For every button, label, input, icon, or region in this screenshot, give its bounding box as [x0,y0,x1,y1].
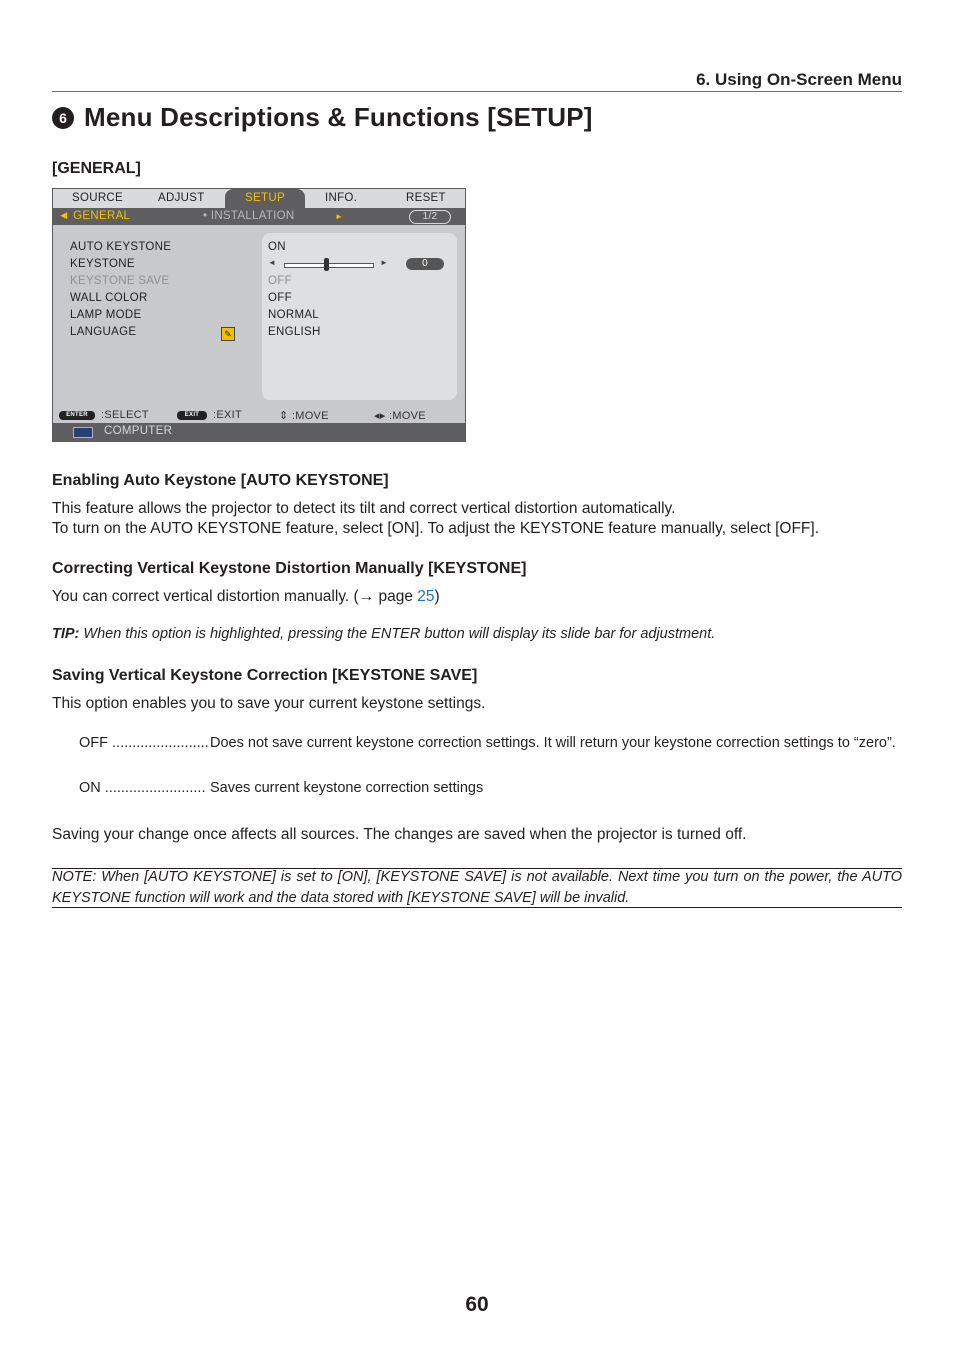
keystone-slider-knob[interactable] [324,258,329,271]
keystone-save-paragraph-2: Saving your change once affects all sources. The changes are saved when the projector is turned off. [52,826,747,843]
header-rule [52,91,902,92]
osd-page-indicator: 1/2 [409,210,451,224]
osd-tab-info[interactable]: INFO. [325,192,358,204]
osd-item-keystone-save: KEYSTONE SAVE [70,275,170,287]
help-exit: :EXIT [213,409,243,421]
osd-item-language[interactable]: LANGUAGE [70,326,137,338]
osd-value-auto-keystone[interactable]: ON [268,241,286,253]
chapter-title: 6. Using On-Screen Menu [696,70,902,89]
page-link[interactable]: 25 [417,588,435,605]
option-on-term: ON ......................... [79,780,206,796]
option-off-term: OFF ........................ [79,735,209,751]
osd-subtab-bar [53,208,465,225]
option-off-desc: Does not save current keystone correction settings. It will return your keystone correction settings to “zero”. [210,735,896,751]
osd-item-keystone[interactable]: KEYSTONE [70,258,135,270]
heading-auto-keystone: Enabling Auto Keystone [AUTO KEYSTONE] [52,472,389,489]
computer-input-icon [73,427,93,438]
keystone-paragraph [52,587,440,607]
osd-subtab-installation[interactable]: • INSTALLATION [203,210,295,222]
option-off-row [79,733,902,775]
help-move-vertical: ⇕ :MOVE [279,410,329,422]
page-title-row [52,102,593,133]
auto-keystone-paragraph-1: This feature allows the projector to detect its tilt and correct vertical distortion automatically. [52,500,676,517]
osd-tab-source[interactable]: SOURCE [72,192,124,204]
osd-value-lamp-mode[interactable]: NORMAL [268,309,320,321]
osd-subtab-general[interactable]: ◄ GENERAL [58,210,131,222]
slider-right-arrow-icon[interactable]: ► [380,258,389,267]
note-bottom-rule [52,907,902,908]
tip-label: TIP: [52,626,80,642]
osd-value-keystone: 0 [406,258,444,270]
osd-value-wall-color[interactable]: OFF [268,292,292,304]
tip-text: When this option is highlighted, pressing the ENTER button will display its slide bar for adjustment. [79,626,716,642]
osd-value-panel [262,233,457,400]
osd-next-arrow-icon[interactable]: ► [335,212,344,221]
osd-tab-bar [53,189,465,208]
osd-help-bar [53,407,465,423]
help-move-horizontal: ◂▸ :MOVE [374,410,426,422]
tip-note [52,626,715,642]
section-label: [GENERAL] [52,160,141,177]
osd-menu [52,188,466,442]
osd-tab-setup[interactable]: SETUP [225,189,305,208]
osd-item-lamp-mode[interactable]: LAMP MODE [70,309,142,321]
osd-value-language[interactable]: ENGLISH [268,326,321,338]
language-icon: ✎ [221,327,235,341]
osd-tab-adjust[interactable]: ADJUST [158,192,205,204]
page-title: Menu Descriptions & Functions [SETUP] [84,102,593,132]
heading-keystone: Correcting Vertical Keystone Distortion Manually [KEYSTONE] [52,560,527,577]
enter-button-icon: ENTER [59,411,95,420]
note-text: NOTE: When [AUTO KEYSTONE] is set to [ON], [KEYSTONE SAVE] is not available. Next time you turn on the power, the AUTO KEYSTONE function will work and the data stored with [KEYSTONE SAVE] will be invalid. [52,869,902,906]
heading-keystone-save: Saving Vertical Keystone Correction [KEYSTONE SAVE] [52,667,478,684]
osd-tab-reset[interactable]: RESET [406,192,446,204]
keystone-save-paragraph-1: This option enables you to save your current keystone settings. [52,695,486,712]
page-number: 60 [465,1293,489,1316]
osd-item-wall-color[interactable]: WALL COLOR [70,292,148,304]
help-select: :SELECT [101,409,149,421]
osd-value-keystone-save: OFF [268,275,292,287]
option-on-row [79,778,902,800]
keystone-text: You can correct vertical distortion manually. (→ page [52,588,418,605]
option-on-desc: Saves current keystone correction settings [210,780,484,796]
section-number-badge: 6 [52,107,74,129]
osd-source-bar [53,423,465,441]
osd-item-auto-keystone[interactable]: AUTO KEYSTONE [70,241,172,253]
keystone-slider-track[interactable] [284,263,374,268]
slider-left-arrow-icon[interactable]: ◄ [268,258,277,267]
exit-button-icon: EXIT [177,411,207,420]
auto-keystone-paragraph-2: To turn on the AUTO KEYSTONE feature, select [ON]. To adjust the KEYSTONE feature manually, select [OFF]. [52,520,820,537]
keystone-text-end: ) [434,588,440,605]
osd-source-label: COMPUTER [104,425,173,437]
